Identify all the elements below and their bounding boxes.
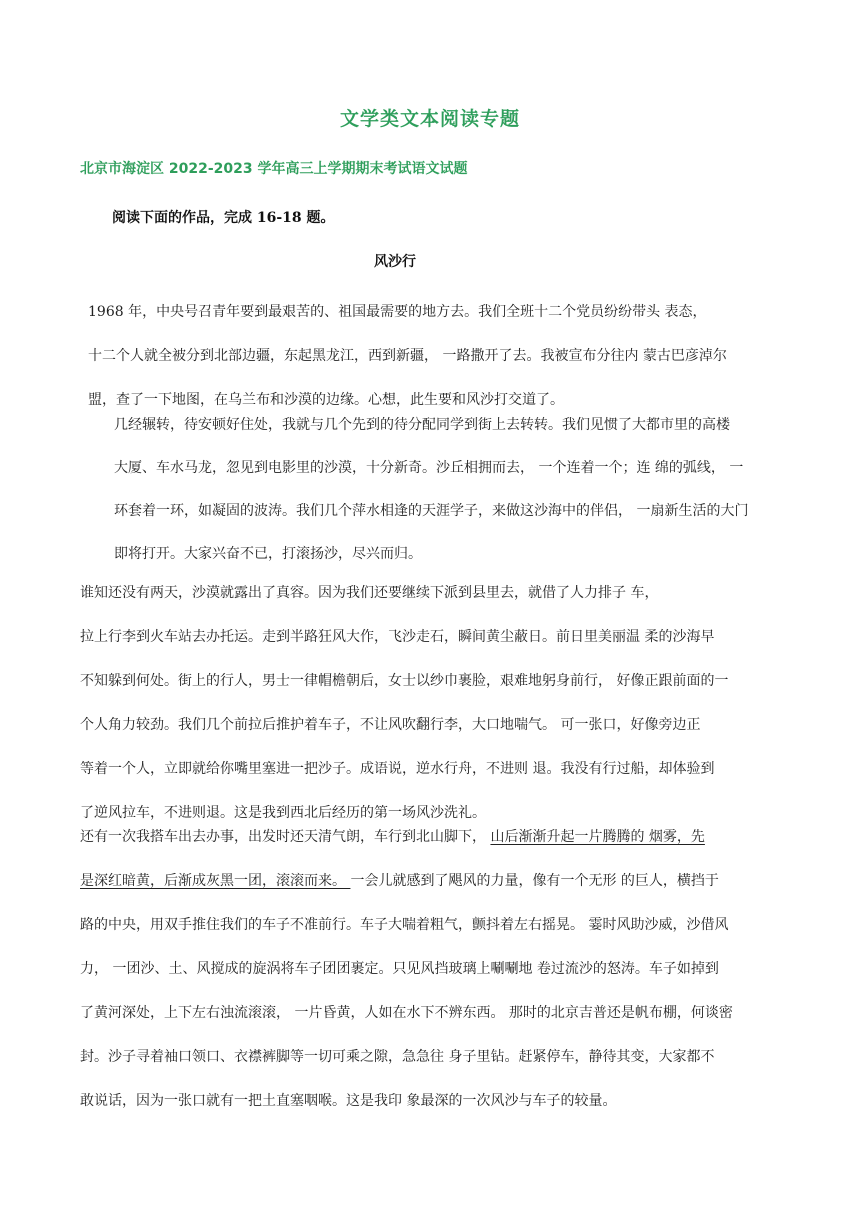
paragraph-line: 封。沙子寻着袖口领口、衣襟裤脚等一切可乘之隙，急急往 身子里钻。赶紧停车，静待其变，大家都不 <box>80 1049 715 1065</box>
paragraph-line: 盟，查了一下地图，在乌兰布和沙漠的边缘。心想，此生要和风沙打交道了。 <box>88 392 564 408</box>
paragraph-line: 等着一个人，立即就给你嘴里塞进一把沙子。成语说，逆水行舟，不进则 退。我没有行过船，却体验到 <box>80 761 715 777</box>
paragraph-line <box>80 815 780 859</box>
paragraph-line <box>80 859 780 903</box>
paragraph-line: 力， 一团沙、土、风搅成的旋涡将车子团团裹定。只见风挡玻璃上唰唰地 卷过流沙的怒涛。车子如掉到 <box>80 961 719 977</box>
paragraph-line: 了逆风拉车，不进则退。这是我到西北后经历的第一场风沙洗礼。 <box>80 805 486 821</box>
underlined-passage: 山后渐渐升起一片腾腾的 烟雾，先 <box>490 829 705 845</box>
line-suffix: 一会儿就感到了飓风的力量，像有一个无形 的巨人，横挡于 <box>350 873 719 889</box>
exam-source-subtitle: 北京市海淀区 2022-2023 学年高三上学期期末考试语文试题 <box>80 161 468 177</box>
paragraph-line: 拉上行李到火车站去办托运。走到半路狂风大作，飞沙走石，瞬间黄尘蔽日。前日里美丽温 柔的沙海早 <box>80 629 715 645</box>
paragraph-1 <box>88 290 778 422</box>
paragraph-line: 了黄河深处，上下左右浊流滚滚， 一片昏黄，人如在水下不辨东西。 那时的北京吉普还是帆布棚，何谈密 <box>80 1005 733 1021</box>
paragraph-line: 大厦、车水马龙，忽见到电影里的沙漠，十分新奇。沙丘相拥而去， 一个连着一个；连 绵的弧线， 一 <box>114 460 744 476</box>
article-title: 风沙行 <box>374 254 416 270</box>
document-title: 文学类文本阅读专题 <box>339 108 520 130</box>
paragraph-line: 即将打开。大家兴奋不已，打滚扬沙，尽兴而归。 <box>114 546 422 562</box>
paragraph-line: 几经辗转，待安顿好住处，我就与几个先到的待分配同学到街上去转转。我们见惯了大都市里的高楼 <box>114 417 730 433</box>
paragraph-line: 谁知还没有两天，沙漠就露出了真容。因为我们还要继续下派到县里去，就借了人力排子 车， <box>80 585 659 601</box>
paragraph-line: 1968 年，中央号召青年要到最艰苦的、祖国最需要的地方去。我们全班十二个党员纷纷带头 表态， <box>88 304 707 320</box>
paragraph-line: 不知躲到何处。街上的行人，男士一律帽檐朝后，女士以纱巾裹脸，艰难地躬身前行， 好像正跟前面的一 <box>80 673 729 689</box>
paragraph-line: 敢说话，因为一张口就有一把土直塞咽喉。这是我印 象最深的一次风沙与车子的较量。 <box>80 1093 617 1109</box>
paragraph-2 <box>114 404 794 576</box>
paragraph-line: 路的中央，用双手推住我们的车子不准前行。车子大喘着粗气，颤抖着左右摇晃。 霎时风助沙威，沙借风 <box>80 917 729 933</box>
reading-instruction: 阅读下面的作品，完成 16-18 题。 <box>112 210 335 226</box>
paragraph-line: 十二个人就全被分到北部边疆，东起黑龙江，西到新疆， 一路撒开了去。我被宣布分往内 蒙古巴彦淖尔 <box>88 348 727 364</box>
paragraph-3 <box>80 571 780 835</box>
paragraph-line: 个人角力较劲。我们几个前拉后推护着车子，不让风吹翻行李，大口地喘气。 可一张口，好像旁边正 <box>80 717 701 733</box>
paragraph-4 <box>80 815 780 1123</box>
underlined-passage: 是深红暗黄，后渐成灰黑一团，滚滚而来。 <box>80 873 351 889</box>
paragraph-line: 环套着一环，如凝固的波涛。我们几个萍水相逢的天涯学子，来做这沙海中的伴侣， 一扇新生活的大门 <box>114 503 749 519</box>
line-prefix: 还有一次我搭车出去办事，出发时还天清气朗，车行到北山脚下， <box>80 829 491 845</box>
